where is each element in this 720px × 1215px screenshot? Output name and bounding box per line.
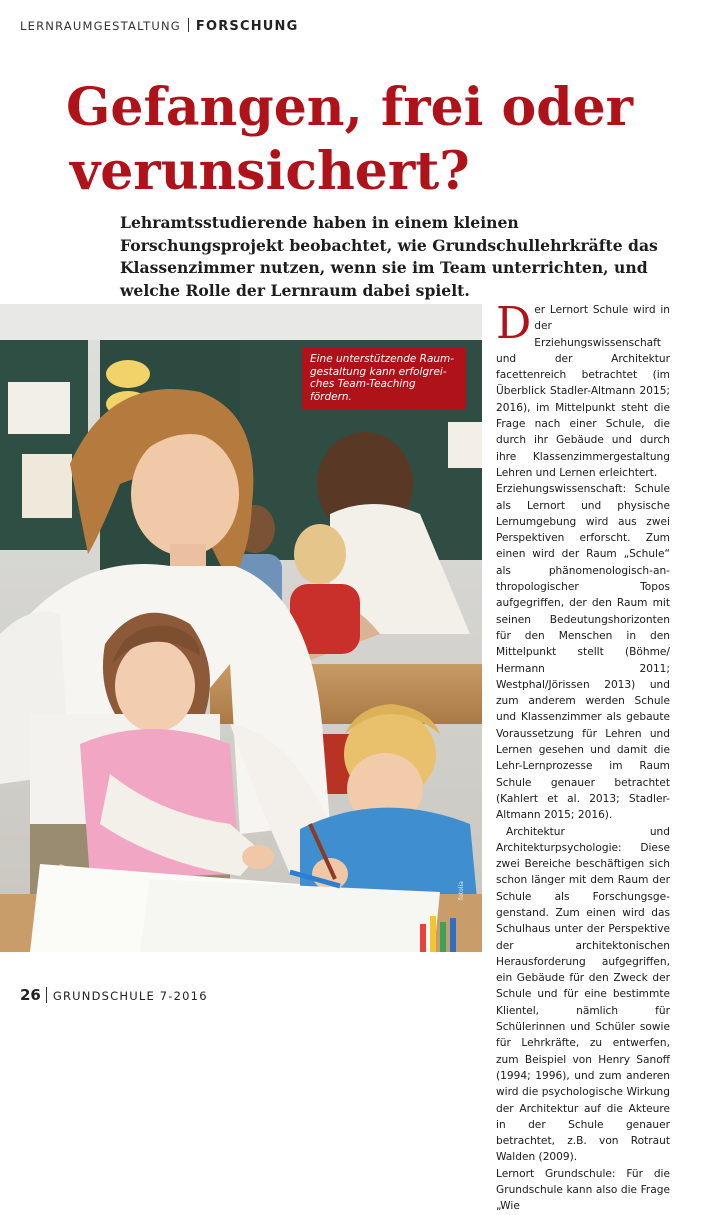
- photo-credit: fotolia: [458, 881, 465, 900]
- running-header: [20, 18, 299, 34]
- paragraph-lernort-grundschule: Lernort Grundschule: Für die Grundschule kann also die Frage „Wie: [496, 1167, 670, 1213]
- section-label: LERNRAUMGESTALTUNG: [20, 19, 181, 33]
- title-line-2: verunsichert?: [70, 141, 470, 202]
- magazine-name: GRUNDSCHULE 7-2016: [52, 989, 208, 1003]
- article-title: [66, 76, 686, 204]
- title-line-1: Gefangen, frei oder: [66, 77, 634, 138]
- paragraph-architektur: Architektur und Architekturpsychologie: Diese zwei Bereiche beschäftigen sich schon länger mit dem Raum der Schule als Forschungsgegenstand. Zum einen wird das Schulhaus unter der Perspektive der architektonischen Herausforderung aufgegriffen, ein Gebäude für den Zweck der Schule und für eine bestimmte Klientel, nämlich für Schülerinnen und Schüler sowie für Lehrkräfte, zu entwerfen, zum Beispiel von Henry Sanoff (1994; 1996), und zum anderen wird die psychologische Wirkung der Architektur auf die Akteure in der Schule genauer betrachtet, z.B. von Rotraut Walden (2009).: [496, 825, 670, 1164]
- page-number: 26: [20, 986, 41, 1004]
- body-text-column: [496, 298, 670, 1213]
- footer-divider: [46, 987, 47, 1003]
- photo-caption: Eine unterstützende Raumgestaltung kann erfolgreiches Team-Teaching fördern.: [302, 348, 466, 409]
- subsection-label: FORSCHUNG: [195, 19, 299, 34]
- paragraph-intro: er Lernort Schule wird in der Erziehungswissenschaft und der Architektur facettenreich betrachtet (im Überblick Stadler-Altmann 2015; 2016), im Mittelpunkt steht die Frage nach einer Schule, die durch ihr Gebäude und durch ihre Klassenzimmergestaltung Lehren und Lernen erleichtert.: [496, 304, 670, 479]
- article-lead: Lehramtsstudierende haben in einem kleinen Forschungsprojekt beobachtet, wie Grundschullehrkräfte das Klassenzimmer nutzen, wenn sie im Team unterrichten, und welche Rolle der Lernraum dabei spielt.: [120, 213, 658, 300]
- drop-cap: D: [496, 298, 532, 349]
- page-footer: [20, 985, 208, 1004]
- header-divider: [188, 18, 189, 32]
- paragraph-erziehungswissenschaft: Erziehungswissenschaft: Schule als Lernort und physische Lernumgebung wird aus zwei Perspektiven erforscht. Zum einen wird der Raum „Schule“ als phänomenologisch-anthropologischer Topos aufgegriffen, der den Raum mit seinen Bedeutungshorizonten für den Menschen in den Mittelpunkt stellt (Böhme/ Hermann 2011; Westphal/Jörissen 2013) und zum anderem werden Schule und Klassenzimmer als gebaute Voraussetzung für Lehren und Lernen gesehen und damit die Lehr-Lernprozesse im Raum Schule genauer betrachtet (Kahlert et al. 2013; Stadler-Altmann 2015; 2016).: [496, 483, 670, 822]
